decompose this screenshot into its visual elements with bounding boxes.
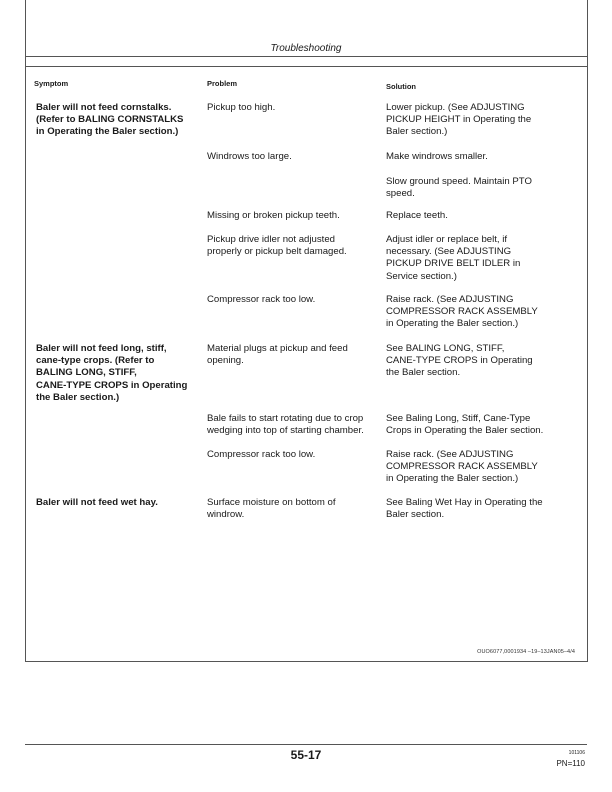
- problem-cell: Missing or broken pickup teeth.: [207, 210, 340, 221]
- column-header-symptom: Symptom: [34, 79, 69, 88]
- solution-cell: See Baling Wet Hay in Operating the Baler section.: [386, 497, 543, 521]
- column-header-solution: Solution: [386, 82, 416, 91]
- problem-cell: Pickup drive idler not adjusted properly or pickup belt damaged.: [207, 234, 347, 258]
- solution-cell: Raise rack. (See ADJUSTING COMPRESSOR RACK ASSEMBLY in Operating the Baler section.): [386, 294, 538, 330]
- problem-cell: Pickup too high.: [207, 102, 276, 113]
- frame-right-line: [587, 0, 588, 66]
- solution-cell: Adjust idler or replace belt, if necessary. (See ADJUSTING PICKUP DRIVE BELT IDLER in Service section.): [386, 234, 521, 282]
- symptom-cell: Baler will not feed wet hay.: [36, 497, 158, 508]
- problem-cell: Material plugs at pickup and feed opening.: [207, 343, 348, 367]
- footer-date-code: 101106: [568, 750, 585, 756]
- reference-code: OUO6077,0001934 –19–13JAN05–4/4: [477, 649, 575, 655]
- solution-cell: Slow ground speed. Maintain PTO speed.: [386, 176, 532, 200]
- solution-cell: See BALING LONG, STIFF, CANE-TYPE CROPS in Operating the Baler section.: [386, 343, 533, 379]
- symptom-cell: Baler will not feed cornstalks. (Refer to BALING CORNSTALKS in Operating the Baler section.): [36, 102, 184, 138]
- symptom-cell: Baler will not feed long, stiff, cane-type crops. (Refer to BALING LONG, STIFF, CANE-TYPE CROPS in Operating the Baler section.): [36, 343, 188, 403]
- page-title: Troubleshooting: [270, 43, 342, 54]
- solution-cell: Raise rack. (See ADJUSTING COMPRESSOR RACK ASSEMBLY in Operating the Baler section.): [386, 449, 538, 485]
- problem-cell: Surface moisture on bottom of windrow.: [207, 497, 336, 521]
- footer-rule: [25, 744, 587, 745]
- footer-pn: PN=110: [556, 759, 585, 768]
- problem-cell: Compressor rack too low.: [207, 294, 316, 305]
- solution-cell: Lower pickup. (See ADJUSTING PICKUP HEIGHT in Operating the Baler section.): [386, 102, 532, 138]
- problem-cell: Windrows too large.: [207, 151, 292, 162]
- solution-cell: See Baling Long, Stiff, Cane-Type Crops in Operating the Baler section.: [386, 413, 544, 437]
- page-number: 55-17: [290, 748, 322, 762]
- solution-cell: Replace teeth.: [386, 210, 448, 221]
- troubleshooting-table: [25, 66, 588, 662]
- problem-cell: Compressor rack too low.: [207, 449, 316, 460]
- solution-cell: Make windrows smaller.: [386, 151, 488, 162]
- column-header-problem: Problem: [207, 79, 238, 88]
- header-rule: [25, 56, 587, 57]
- problem-cell: Bale fails to start rotating due to crop wedging into top of starting chamber.: [207, 413, 364, 437]
